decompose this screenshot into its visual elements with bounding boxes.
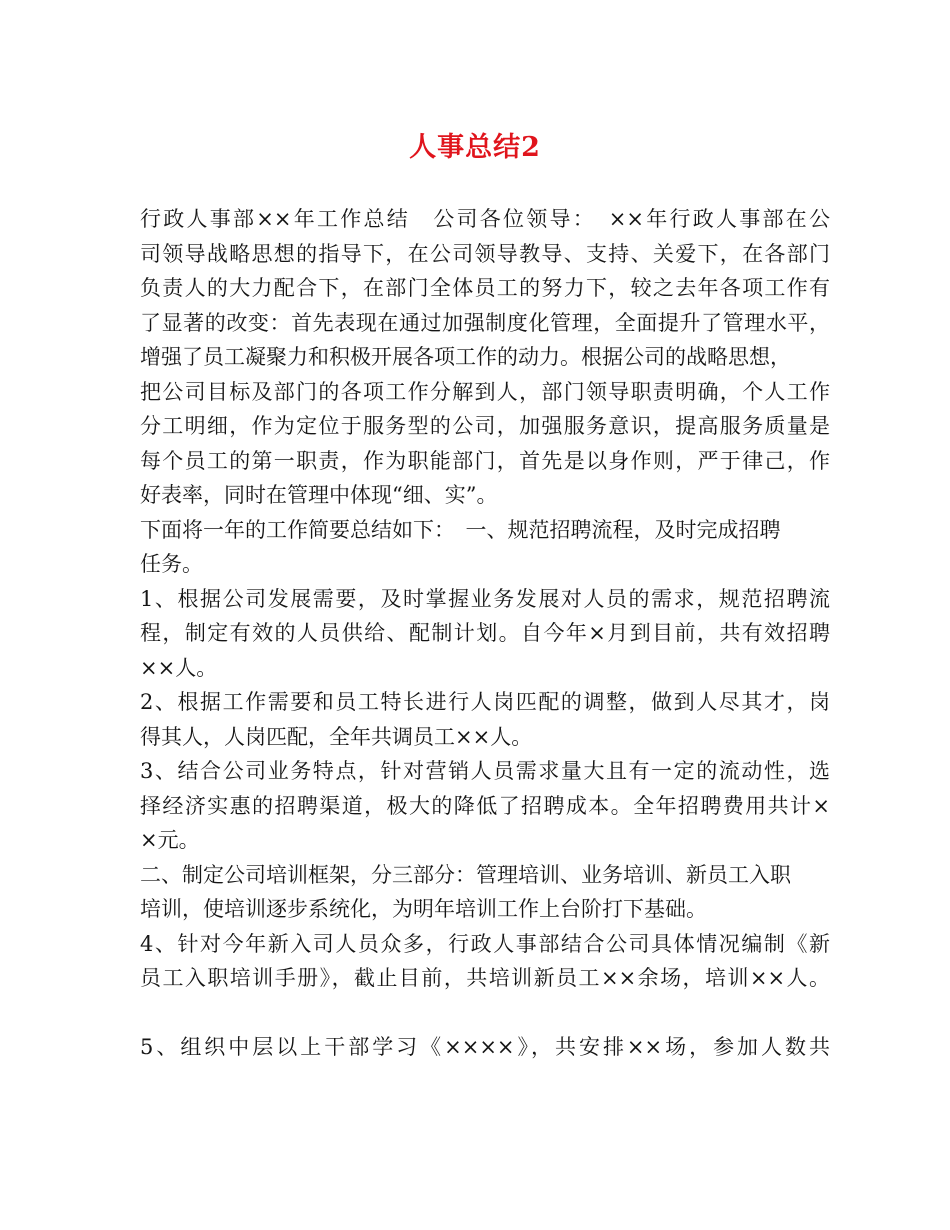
body-line: 得其人，人岗匹配，全年共调员工××人。 bbox=[140, 724, 533, 749]
body-line: 了显著的改变：首先表现在通过加强制度化管理，全面提升了管理水平， bbox=[140, 310, 830, 335]
body-line: 4、针对今年新入司人员众多，行政人事部结合公司具体情况编制《新 bbox=[140, 931, 830, 956]
body-line: 培训，使培训逐步系统化，为明年培训工作上台阶打下基础。 bbox=[140, 897, 707, 921]
document-title: 人事总结2 bbox=[409, 132, 541, 163]
body-line: 择经济实惠的招聘渠道，极大的降低了招聘成本。全年招聘费用共计× bbox=[140, 793, 830, 818]
body-line: 程，制定有效的人员供给、配制计划。自今年×月到目前，共有效招聘 bbox=[140, 621, 830, 645]
body-line: 二、制定公司培训框架，分三部分：管理培训、业务培训、新员工入职 bbox=[140, 862, 791, 887]
body-line: ×元。 bbox=[140, 828, 200, 852]
body-line: ××人。 bbox=[140, 655, 218, 680]
body-line: 任务。 bbox=[140, 552, 203, 576]
body-line: 分工明细，作为定位于服务型的公司，加强服务意识，提高服务质量是 bbox=[140, 414, 830, 438]
body-line: 好表率，同时在管理中体现“细、实”。 bbox=[140, 483, 498, 507]
body-line: 负责人的大力配合下，在部门全体员工的努力下，较之去年各项工作有 bbox=[140, 276, 830, 300]
body-line: 增强了员工凝聚力和积极开展各项工作的动力。根据公司的战略思想， bbox=[140, 345, 791, 369]
body-line: 1、根据公司发展需要，及时掌握业务发展对人员的需求，规范招聘流 bbox=[140, 586, 830, 611]
body-line: 司领导战略思想的指导下，在公司领导教导、支持、关爱下，在各部门 bbox=[140, 241, 830, 266]
body-line: 3、结合公司业务特点，针对营销人员需求量大且有一定的流动性，选 bbox=[140, 759, 830, 783]
blank-line bbox=[140, 996, 830, 1031]
body-line: 下面将一年的工作简要总结如下： 一、规范招聘流程，及时完成招聘 bbox=[140, 517, 781, 542]
document-body bbox=[140, 202, 830, 1065]
body-line: 2、根据工作需要和员工特长进行人岗匹配的调整，做到人尽其才，岗 bbox=[140, 690, 830, 714]
body-line: 行政人事部××年工作总结 公司各位领导： ××年行政人事部在公 bbox=[140, 207, 830, 231]
body-line: 员工入职培训手册》，截止目前，共培训新员工××余场，培训××人。 bbox=[140, 966, 830, 990]
body-line: 把公司目标及部门的各项工作分解到人，部门领导职责明确，个人工作 bbox=[140, 379, 830, 404]
body-line: 5、组织中层以上干部学习《××××》，共安排××场，参加人数共 bbox=[140, 1035, 830, 1059]
body-line: 每个员工的第一职责，作为职能部门，首先是以身作则，严于律己，作 bbox=[140, 448, 830, 473]
